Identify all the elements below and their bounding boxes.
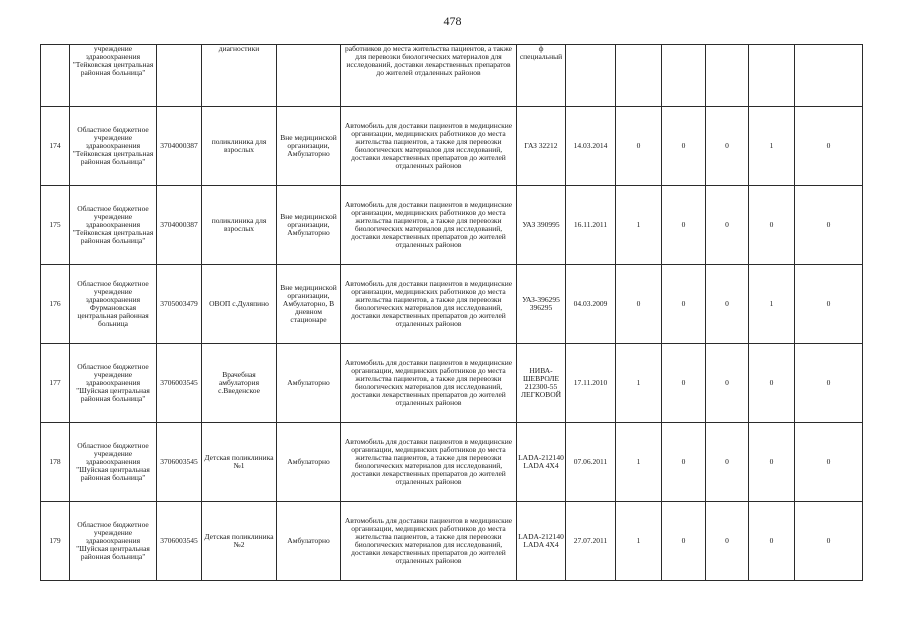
table-row bbox=[41, 423, 863, 502]
organization-name: Областное бюджетное учреждение здравоохранения "Шуйская центральная районная больница" bbox=[70, 423, 157, 502]
count-cell: 1 bbox=[749, 265, 795, 344]
count-cell: 0 bbox=[662, 423, 706, 502]
care-conditions: Вне медицинской организации, Амбулаторно bbox=[277, 107, 341, 186]
count-cell: 0 bbox=[795, 265, 863, 344]
organization-name: Областное бюджетное учреждение здравоохранения Фурмановская центральная районная больница bbox=[70, 265, 157, 344]
table-row bbox=[41, 186, 863, 265]
count-cell bbox=[662, 45, 706, 107]
vehicle-model: УАЗ-396295 396295 bbox=[517, 265, 566, 344]
vehicle-model: LADA-212140 LADA 4X4 bbox=[517, 423, 566, 502]
organization-code: 3704000387 bbox=[157, 107, 202, 186]
organization-name: учреждение здравоохранения "Тейковская центральная районная больница" bbox=[70, 45, 157, 107]
vehicle-model: LADA-212140 LADA 4X4 bbox=[517, 502, 566, 581]
division-name: диагностики bbox=[202, 45, 277, 107]
count-cell: 0 bbox=[706, 265, 749, 344]
table-row bbox=[41, 265, 863, 344]
count-cell: 0 bbox=[706, 502, 749, 581]
count-cell: 0 bbox=[662, 265, 706, 344]
issue-date: 07.06.2011 bbox=[566, 423, 616, 502]
issue-date: 14.03.2014 bbox=[566, 107, 616, 186]
count-cell: 0 bbox=[616, 265, 662, 344]
count-cell: 1 bbox=[616, 344, 662, 423]
division-name: Врачебная амбулатория с.Введенское bbox=[202, 344, 277, 423]
care-conditions: Вне медицинской организации, Амбулаторно, В дневном стационаре bbox=[277, 265, 341, 344]
table-row bbox=[41, 502, 863, 581]
vehicle-model: НИВА-ШЕВРОЛЕ 212300-55 ЛЕГКОВОЙ bbox=[517, 344, 566, 423]
count-cell: 0 bbox=[662, 186, 706, 265]
table-row bbox=[41, 45, 863, 107]
count-cell: 0 bbox=[706, 344, 749, 423]
division-name: поликлиника для взрослых bbox=[202, 186, 277, 265]
row-number: 178 bbox=[41, 423, 70, 502]
count-cell: 0 bbox=[749, 423, 795, 502]
count-cell: 0 bbox=[706, 423, 749, 502]
count-cell: 0 bbox=[749, 344, 795, 423]
organization-code: 3704000387 bbox=[157, 186, 202, 265]
division-name: ОВОП с.Дуляпино bbox=[202, 265, 277, 344]
vehicle-purpose: Автомобиль для доставки пациентов в медицинские организации, медицинских работников до места жительства пациентов, а также для перевозки биологических материалов для исследований, доставки лекарственных препаратов до жителей отдаленных районов bbox=[341, 502, 517, 581]
issue-date: 16.11.2011 bbox=[566, 186, 616, 265]
row-number: 175 bbox=[41, 186, 70, 265]
row-number: 177 bbox=[41, 344, 70, 423]
count-cell: 0 bbox=[662, 344, 706, 423]
vehicle-register-table bbox=[40, 44, 863, 581]
care-conditions: Амбулаторно bbox=[277, 423, 341, 502]
issue-date: 04.03.2009 bbox=[566, 265, 616, 344]
care-conditions: Вне медицинской организации, Амбулаторно bbox=[277, 186, 341, 265]
division-name: Детская поликлиника №1 bbox=[202, 423, 277, 502]
issue-date bbox=[566, 45, 616, 107]
row-number bbox=[41, 45, 70, 107]
count-cell bbox=[616, 45, 662, 107]
count-cell bbox=[706, 45, 749, 107]
organization-name: Областное бюджетное учреждение здравоохранения "Тейковская центральная районная больница" bbox=[70, 107, 157, 186]
organization-code: 3705003479 bbox=[157, 265, 202, 344]
organization-name: Областное бюджетное учреждение здравоохранения "Шуйская центральная районная больница" bbox=[70, 344, 157, 423]
count-cell: 0 bbox=[662, 107, 706, 186]
vehicle-model: ф специальный bbox=[517, 45, 566, 107]
organization-code: 3706003545 bbox=[157, 344, 202, 423]
count-cell: 0 bbox=[616, 107, 662, 186]
count-cell: 1 bbox=[616, 502, 662, 581]
care-conditions: Амбулаторно bbox=[277, 344, 341, 423]
count-cell: 1 bbox=[749, 107, 795, 186]
count-cell: 0 bbox=[795, 107, 863, 186]
vehicle-purpose: работников до места жительства пациентов, а также для перевозки биологических материалов для исследований, доставки лекарственных препаратов до жителей отдаленных районов bbox=[341, 45, 517, 107]
row-number: 179 bbox=[41, 502, 70, 581]
organization-code: 3706003545 bbox=[157, 502, 202, 581]
row-number: 176 bbox=[41, 265, 70, 344]
care-conditions: Амбулаторно bbox=[277, 502, 341, 581]
vehicle-purpose: Автомобиль для доставки пациентов в медицинские организации, медицинских работников до места жительства пациентов, а также для перевозки биологических материалов для исследований, доставки лекарственных препаратов до жителей отдаленных районов bbox=[341, 186, 517, 265]
issue-date: 27.07.2011 bbox=[566, 502, 616, 581]
issue-date: 17.11.2010 bbox=[566, 344, 616, 423]
count-cell: 0 bbox=[749, 502, 795, 581]
vehicle-model: ГАЗ 32212 bbox=[517, 107, 566, 186]
vehicle-purpose: Автомобиль для доставки пациентов в медицинские организации, медицинских работников до места жительства пациентов, а также для перевозки биологических материалов для исследований, доставки лекарственных препаратов до жителей отдаленных районов bbox=[341, 423, 517, 502]
care-conditions bbox=[277, 45, 341, 107]
vehicle-model: УАЗ 390995 bbox=[517, 186, 566, 265]
count-cell: 0 bbox=[749, 186, 795, 265]
vehicle-purpose: Автомобиль для доставки пациентов в медицинские организации, медицинских работников до места жительства пациентов, а также для перевозки биологических материалов для исследований, доставки лекарственных препаратов до жителей отдаленных районов bbox=[341, 265, 517, 344]
count-cell: 0 bbox=[795, 186, 863, 265]
count-cell: 0 bbox=[706, 107, 749, 186]
count-cell: 1 bbox=[616, 423, 662, 502]
organization-name: Областное бюджетное учреждение здравоохранения "Тейковская центральная районная больница" bbox=[70, 186, 157, 265]
vehicle-purpose: Автомобиль для доставки пациентов в медицинские организации, медицинских работников до места жительства пациентов, а также для перевозки биологических материалов для исследований, доставки лекарственных препаратов до жителей отдаленных районов bbox=[341, 344, 517, 423]
division-name: поликлиника для взрослых bbox=[202, 107, 277, 186]
organization-code bbox=[157, 45, 202, 107]
count-cell: 0 bbox=[706, 186, 749, 265]
table-row bbox=[41, 107, 863, 186]
count-cell bbox=[795, 45, 863, 107]
organization-name: Областное бюджетное учреждение здравоохранения "Шуйская центральная районная больница" bbox=[70, 502, 157, 581]
count-cell: 0 bbox=[662, 502, 706, 581]
vehicle-purpose: Автомобиль для доставки пациентов в медицинские организации, медицинских работников до места жительства пациентов, а также для перевозки биологических материалов для исследований, доставки лекарственных препаратов до жителей отдаленных районов bbox=[341, 107, 517, 186]
count-cell: 0 bbox=[795, 344, 863, 423]
page-number: 478 bbox=[443, 14, 462, 28]
division-name: Детская поликлиника №2 bbox=[202, 502, 277, 581]
count-cell: 0 bbox=[795, 502, 863, 581]
organization-code: 3706003545 bbox=[157, 423, 202, 502]
row-number: 174 bbox=[41, 107, 70, 186]
count-cell: 0 bbox=[795, 423, 863, 502]
table-row bbox=[41, 344, 863, 423]
count-cell bbox=[749, 45, 795, 107]
count-cell: 1 bbox=[616, 186, 662, 265]
